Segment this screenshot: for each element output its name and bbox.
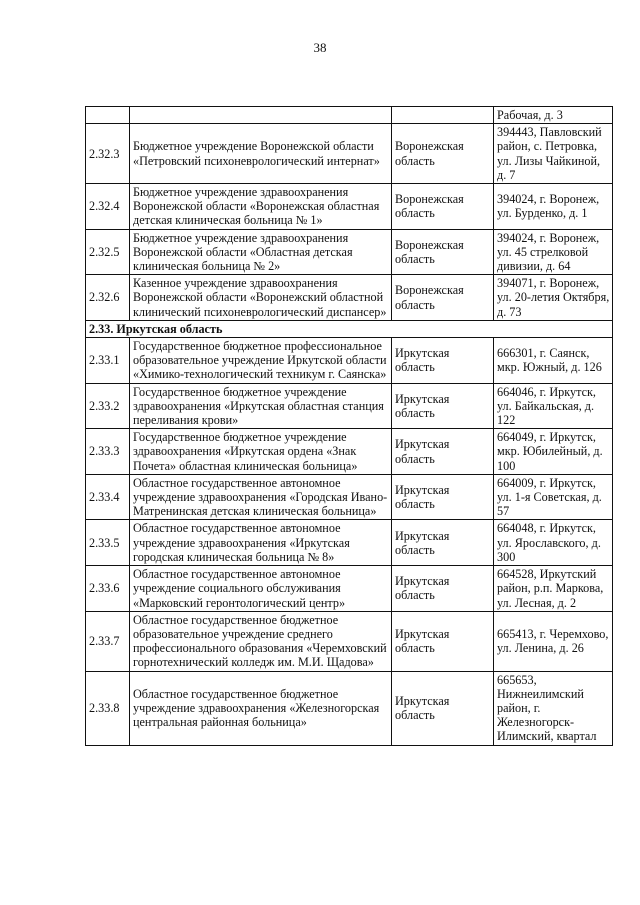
region-cell: Иркутская область — [392, 474, 494, 520]
row-number-cell: 2.33.2 — [86, 383, 130, 429]
row-number-cell: 2.32.5 — [86, 229, 130, 275]
row-number-cell: 2.33.6 — [86, 566, 130, 612]
institution-name-cell: Областное государственное бюджетное образовательное учреждение среднего профессионального образования «Черемховский горнотехнический колледж им. М.И. Щадова» — [130, 611, 392, 671]
row-number-cell: 2.33.5 — [86, 520, 130, 566]
row-number-cell — [86, 107, 130, 124]
address-cell: 664049, г. Иркутск, мкр. Юбилейный, д. 100 — [494, 429, 613, 475]
continuation-row — [86, 107, 613, 124]
region-cell: Воронежская область — [392, 275, 494, 321]
address-cell: 665653, Нижнеилимский район, г. Железногорск-Илимский, квартал — [494, 671, 613, 745]
region-cell: Иркутская область — [392, 611, 494, 671]
institution-name-cell: Областное государственное бюджетное учреждение здравоохранения «Железногорская центральная районная больница» — [130, 671, 392, 745]
region-cell: Иркутская область — [392, 671, 494, 745]
region-cell: Иркутская область — [392, 383, 494, 429]
address-cell: 666301, г. Саянск, мкр. Южный, д. 126 — [494, 338, 613, 384]
region-cell: Иркутская область — [392, 429, 494, 475]
table-row — [86, 520, 613, 566]
row-number-cell: 2.33.4 — [86, 474, 130, 520]
institution-name-cell — [130, 107, 392, 124]
table-body — [86, 107, 613, 746]
table-row — [86, 671, 613, 745]
region-cell: Иркутская область — [392, 520, 494, 566]
region-cell: Воронежская область — [392, 229, 494, 275]
institution-name-cell: Государственное бюджетное профессиональное образовательное учреждение Иркутской области «Химико-технологический техникум г. Саянска» — [130, 338, 392, 384]
address-cell: 394024, г. Воронеж, ул. Бурденко, д. 1 — [494, 184, 613, 230]
institution-name-cell: Областное государственное автономное учреждение здравоохранения «Иркутская городская клиническая больница № 8» — [130, 520, 392, 566]
address-cell: 664528, Иркутский район, р.п. Маркова, ул. Лесная, д. 2 — [494, 566, 613, 612]
region-cell: Иркутская область — [392, 566, 494, 612]
row-number-cell: 2.33.3 — [86, 429, 130, 475]
page-number: 38 — [313, 40, 327, 55]
table-row — [86, 124, 613, 184]
region-cell: Иркутская область — [392, 338, 494, 384]
address-cell: 394443, Павловский район, с. Петровка, ул. Лизы Чайкиной, д. 7 — [494, 124, 613, 184]
address-cell: 665413, г. Черемхово, ул. Ленина, д. 26 — [494, 611, 613, 671]
institution-name-cell: Областное государственное автономное учреждение здравоохранения «Городская Ивано-Матренинская детская клиническая больница» — [130, 474, 392, 520]
row-number-cell: 2.32.3 — [86, 124, 130, 184]
table-row — [86, 566, 613, 612]
institution-name-cell: Государственное бюджетное учреждение здравоохранения «Иркутская областная станция переливания крови» — [130, 383, 392, 429]
table-row — [86, 474, 613, 520]
row-number-cell: 2.32.4 — [86, 184, 130, 230]
table-row — [86, 611, 613, 671]
region-cell — [392, 107, 494, 124]
address-cell: 394024, г. Воронеж, ул. 45 стрелковой дивизии, д. 64 — [494, 229, 613, 275]
institution-name-cell: Казенное учреждение здравоохранения Воронежской области «Воронежский областной клинический психоневрологический диспансер» — [130, 275, 392, 321]
table-row — [86, 383, 613, 429]
address-cell: 664009, г. Иркутск, ул. 1-я Советская, д. 57 — [494, 474, 613, 520]
row-number-cell: 2.33.7 — [86, 611, 130, 671]
institution-name-cell: Бюджетное учреждение здравоохранения Воронежской области «Областная детская клиническая больница № 2» — [130, 229, 392, 275]
table-row — [86, 229, 613, 275]
institution-name-cell: Областное государственное автономное учреждение социального обслуживания «Марковский геронтологический центр» — [130, 566, 392, 612]
institutions-table — [85, 106, 613, 746]
address-cell: Рабочая, д. 3 — [494, 107, 613, 124]
table-row — [86, 338, 613, 384]
address-cell: 664048, г. Иркутск, ул. Ярославского, д. 300 — [494, 520, 613, 566]
section-title: 2.33. Иркутская область — [86, 320, 613, 337]
region-cell: Воронежская область — [392, 184, 494, 230]
institution-name-cell: Бюджетное учреждение Воронежской области «Петровский психоневрологический интернат» — [130, 124, 392, 184]
address-cell: 664046, г. Иркутск, ул. Байкальская, д. 122 — [494, 383, 613, 429]
institution-name-cell: Государственное бюджетное учреждение здравоохранения «Иркутская ордена «Знак Почета» областная клиническая больница» — [130, 429, 392, 475]
table-row — [86, 429, 613, 475]
row-number-cell: 2.33.1 — [86, 338, 130, 384]
region-cell: Воронежская область — [392, 124, 494, 184]
row-number-cell: 2.33.8 — [86, 671, 130, 745]
row-number-cell: 2.32.6 — [86, 275, 130, 321]
institution-name-cell: Бюджетное учреждение здравоохранения Воронежской области «Воронежская областная детская клиническая больница № 1» — [130, 184, 392, 230]
section-header-row — [86, 320, 613, 337]
table-row — [86, 275, 613, 321]
address-cell: 394071, г. Воронеж, ул. 20-летия Октября, д. 73 — [494, 275, 613, 321]
table-row — [86, 184, 613, 230]
